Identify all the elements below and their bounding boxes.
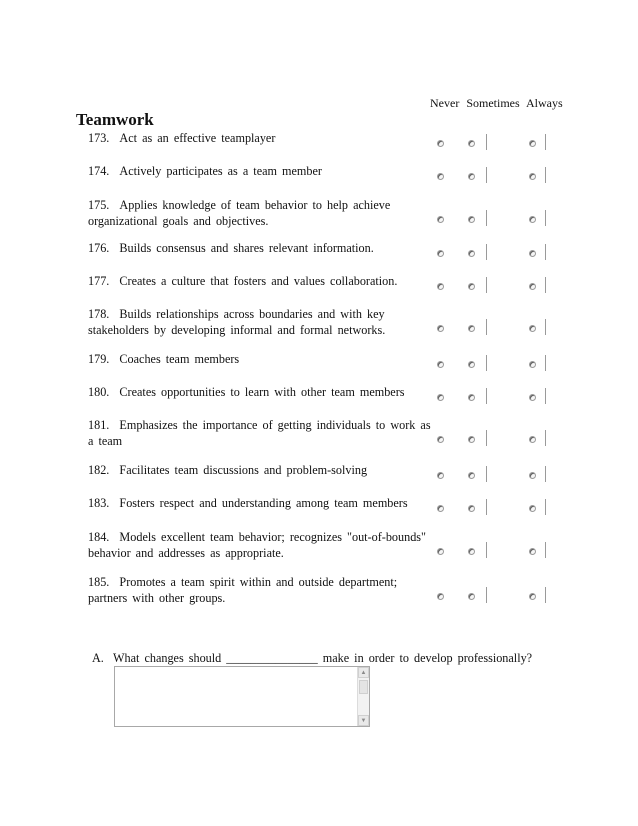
question-item <box>88 164 433 180</box>
radio-never[interactable] <box>437 394 444 401</box>
radio-never[interactable] <box>437 216 444 223</box>
question-item <box>88 274 433 290</box>
comment-question-text: What changes should _______________ make in order to develop professionally? <box>113 651 533 665</box>
rating-divider <box>486 134 487 150</box>
question-item <box>88 418 433 449</box>
question-text: Creates a culture that fosters and values collaboration. <box>119 274 398 288</box>
question-item <box>88 463 433 479</box>
rating-divider <box>486 430 487 446</box>
question-number: 184. <box>88 530 110 544</box>
radio-never[interactable] <box>437 505 444 512</box>
question-number: 182. <box>88 463 110 477</box>
radio-sometimes[interactable] <box>468 593 475 600</box>
question-number: 180. <box>88 385 110 399</box>
question-text: Builds consensus and shares relevant information. <box>119 241 374 255</box>
radio-always[interactable] <box>529 216 536 223</box>
radio-sometimes[interactable] <box>468 140 475 147</box>
rating-divider <box>545 499 546 515</box>
scroll-thumb[interactable] <box>359 680 368 694</box>
radio-sometimes[interactable] <box>468 216 475 223</box>
question-text: Models excellent team behavior; recognizes "out-of-bounds" behavior and addresses as appropriate. <box>88 530 427 560</box>
radio-sometimes[interactable] <box>468 505 475 512</box>
question-item <box>88 575 433 606</box>
rating-divider <box>486 499 487 515</box>
question-text: Fosters respect and understanding among team members <box>119 496 408 510</box>
rating-divider <box>486 587 487 603</box>
radio-sometimes[interactable] <box>468 283 475 290</box>
scroll-up-arrow-icon[interactable]: ▲ <box>358 667 369 678</box>
radio-never[interactable] <box>437 472 444 479</box>
rating-divider <box>486 355 487 371</box>
radio-never[interactable] <box>437 283 444 290</box>
radio-always[interactable] <box>529 250 536 257</box>
radio-never[interactable] <box>437 548 444 555</box>
radio-sometimes[interactable] <box>468 436 475 443</box>
question-text: Builds relationships across boundaries and with key stakeholders by developing informal and formal networks. <box>88 307 386 337</box>
rating-divider <box>486 167 487 183</box>
question-item <box>88 496 433 512</box>
rating-divider <box>545 542 546 558</box>
question-text: Act as an effective teamplayer <box>119 131 276 145</box>
scale-always-label: Always <box>526 96 563 110</box>
rating-divider <box>545 244 546 260</box>
rating-divider <box>486 466 487 482</box>
question-item <box>88 131 433 147</box>
radio-never[interactable] <box>437 173 444 180</box>
radio-always[interactable] <box>529 173 536 180</box>
question-text: Creates opportunities to learn with other team members <box>119 385 405 399</box>
rating-divider <box>545 319 546 335</box>
scale-sometimes-label: Sometimes <box>466 96 520 110</box>
radio-always[interactable] <box>529 593 536 600</box>
question-number: 176. <box>88 241 110 255</box>
radio-sometimes[interactable] <box>468 173 475 180</box>
question-number: 181. <box>88 418 110 432</box>
question-text: Coaches team members <box>119 352 240 366</box>
radio-always[interactable] <box>529 548 536 555</box>
rating-divider <box>486 388 487 404</box>
rating-divider <box>545 277 546 293</box>
radio-always[interactable] <box>529 436 536 443</box>
radio-always[interactable] <box>529 505 536 512</box>
radio-always[interactable] <box>529 361 536 368</box>
question-item <box>88 307 433 338</box>
question-item <box>88 241 433 257</box>
radio-never[interactable] <box>437 140 444 147</box>
radio-always[interactable] <box>529 394 536 401</box>
question-text: Facilitates team discussions and problem-solving <box>119 463 368 477</box>
radio-always[interactable] <box>529 472 536 479</box>
comment-question <box>92 651 532 666</box>
radio-sometimes[interactable] <box>468 361 475 368</box>
rating-divider <box>486 244 487 260</box>
radio-always[interactable] <box>529 140 536 147</box>
question-number: 175. <box>88 198 110 212</box>
section-title: Teamwork <box>76 110 154 129</box>
question-number: 185. <box>88 575 110 589</box>
rating-divider <box>486 542 487 558</box>
rating-divider <box>545 355 546 371</box>
radio-never[interactable] <box>437 361 444 368</box>
question-number: 178. <box>88 307 110 321</box>
question-text: Actively participates as a team member <box>119 164 322 178</box>
question-text: Emphasizes the importance of getting individuals to work as a team <box>88 418 431 448</box>
scroll-down-arrow-icon[interactable]: ▼ <box>358 715 369 726</box>
rating-divider <box>486 277 487 293</box>
rating-divider <box>545 167 546 183</box>
question-number: 177. <box>88 274 110 288</box>
question-item <box>88 352 433 368</box>
question-number: 174. <box>88 164 110 178</box>
scale-never-label: Never <box>430 96 460 110</box>
radio-never[interactable] <box>437 325 444 332</box>
question-item <box>88 198 433 229</box>
question-text: Applies knowledge of team behavior to help achieve organizational goals and objectives. <box>88 198 391 228</box>
rating-divider <box>545 210 546 226</box>
radio-never[interactable] <box>437 436 444 443</box>
comment-question-letter: A. <box>92 651 104 665</box>
rating-divider <box>486 210 487 226</box>
radio-sometimes[interactable] <box>468 548 475 555</box>
question-text: Promotes a team spirit within and outside department; partners with other groups. <box>88 575 398 605</box>
radio-sometimes[interactable] <box>468 325 475 332</box>
comment-textarea[interactable] <box>114 666 370 727</box>
radio-never[interactable] <box>437 250 444 257</box>
textarea-scrollbar[interactable] <box>357 667 369 726</box>
radio-always[interactable] <box>529 283 536 290</box>
radio-sometimes[interactable] <box>468 394 475 401</box>
radio-always[interactable] <box>529 325 536 332</box>
rating-divider <box>545 466 546 482</box>
rating-divider <box>545 134 546 150</box>
question-item <box>88 530 433 561</box>
rating-divider <box>486 319 487 335</box>
radio-sometimes[interactable] <box>468 472 475 479</box>
rating-divider <box>545 430 546 446</box>
question-number: 173. <box>88 131 110 145</box>
rating-divider <box>545 587 546 603</box>
question-number: 183. <box>88 496 110 510</box>
rating-scale-header <box>430 96 567 111</box>
rating-divider <box>545 388 546 404</box>
radio-sometimes[interactable] <box>468 250 475 257</box>
question-number: 179. <box>88 352 110 366</box>
radio-never[interactable] <box>437 593 444 600</box>
question-item <box>88 385 433 401</box>
